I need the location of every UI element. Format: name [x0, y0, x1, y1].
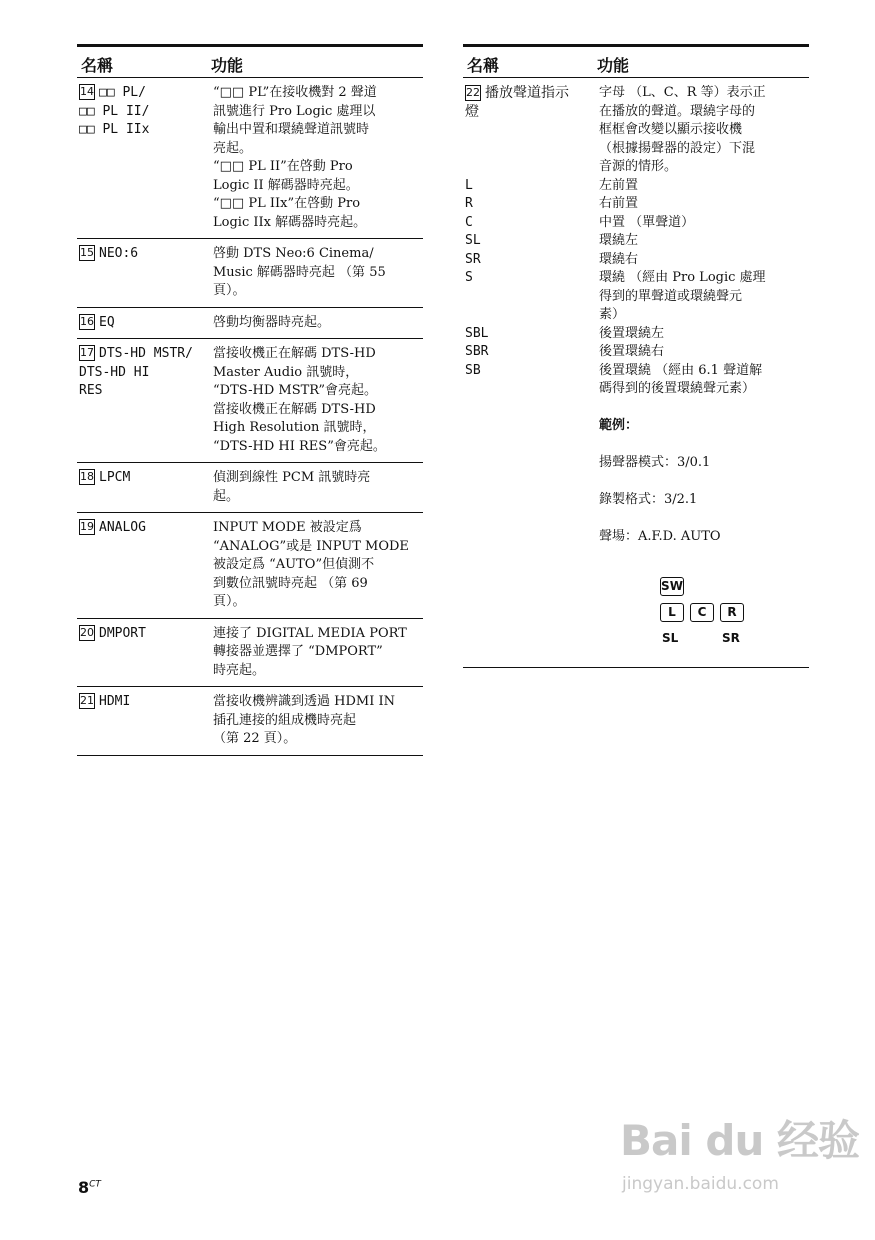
row-function: INPUT MODE 被設定爲 “ANALOG”或是 INPUT MODE 被設定爲 “AUTO”但偵測不 到數位訊號時亮起 （第 69 頁）。 [213, 520, 409, 609]
left-table [77, 44, 423, 756]
row-name-text: NEO:6 [99, 246, 139, 261]
channel-item [463, 362, 809, 399]
channel-desc: 後置環繞右 [599, 344, 665, 359]
row-function: 當接收機辨識到透過 HDMI IN 插孔連接的組成機時亮起 （第 22 頁）。 [213, 694, 395, 746]
right-table-header [463, 44, 809, 78]
spacer [463, 399, 599, 566]
left-table-header [77, 44, 423, 78]
channel-desc: 環繞左 [599, 233, 639, 248]
table-row [463, 78, 809, 668]
row-number: 19 [80, 520, 94, 533]
row-number: 22 [466, 86, 480, 99]
page-suffix: CT [89, 1179, 101, 1190]
example-content [599, 399, 809, 566]
row-function: “□□ PL”在接收機對 2 聲道 訊號進行 Pro Logic 處理以 輸出中置和環繞聲道訊號時 亮起。 “□□ PL II”在啓動 Pro Logic II 解碼器時亮起。 “□□ PL IIx”在啓動 Pro Logic IIx 解碼器時亮起。 [213, 85, 377, 230]
row-number: 20 [80, 625, 94, 639]
speaker-diagram [463, 573, 809, 657]
row-name-text: HDMI [99, 694, 131, 709]
table-row [77, 513, 423, 619]
channel-desc: 後置環繞左 [599, 325, 665, 341]
row-name [77, 84, 213, 232]
example-line: 聲場：A.F.D. AUTO [599, 529, 721, 544]
channel-desc: 左前置 [599, 177, 639, 193]
row-number: 21 [80, 694, 94, 707]
row-name-text: DTS-HD MSTR/ DTS-HD HI RES [79, 346, 193, 398]
row-function: 當接收機正在解碼 DTS-HD Master Audio 訊號時， “DTS-HD MSTR”會亮起。 當接收機正在解碼 DTS-HD High Resolution 訊號時， “DTS-HD HI RES”會亮起。 [213, 346, 386, 454]
channel-item [463, 214, 809, 233]
row-name-text: DMPORT [99, 625, 146, 641]
row-number: 16 [80, 314, 94, 328]
row-function: 啓動 DTS Neo:6 Cinema/ Music 解碼器時亮起 （第 55 頁）。 [213, 246, 386, 298]
example-label: 範例： [599, 418, 639, 433]
channel-code: S [465, 270, 473, 285]
channel-code: SL [465, 233, 481, 248]
row-function: 啓動均衡器時亮起。 [213, 314, 331, 330]
row-name [77, 469, 213, 506]
page-number [78, 1178, 101, 1197]
channel-desc: 環繞 （經由 Pro Logic 處理 得到的單聲道或環繞聲元 素） [599, 270, 766, 322]
channel-code: C [465, 214, 473, 230]
table-row [77, 687, 423, 756]
right-table [463, 44, 809, 668]
channel-item [463, 269, 809, 325]
speaker-sw: SW [660, 577, 684, 596]
watermark-url: jingyan.baidu.com [622, 1174, 779, 1194]
channel-code: R [465, 196, 473, 211]
channel-desc: 右前置 [599, 196, 639, 211]
example-line: 錄製格式：3/2.1 [599, 492, 698, 507]
channel-code: SBL [465, 325, 489, 341]
row-function: 字母 （L、C、R 等）表示正 在播放的聲道。環繞字母的 框框會改變以顯示接收機 （根據揚聲器的設定）下混 音源的情形。 [599, 85, 766, 174]
example-block [463, 399, 809, 566]
row-number: 17 [80, 346, 94, 359]
row-name-text: ANALOG [99, 520, 146, 535]
channel-desc: 環繞右 [599, 251, 639, 267]
speaker-sr: SR [722, 631, 740, 645]
row-name [77, 519, 213, 612]
channel-code: SR [465, 251, 481, 267]
row-name-text: LPCM [99, 470, 131, 485]
channel-code: SB [465, 362, 481, 378]
example-line: 揚聲器模式：3/0.1 [599, 455, 711, 470]
row-name [463, 84, 599, 177]
watermark [620, 1108, 859, 1194]
table-row [77, 463, 423, 513]
table-row [77, 239, 423, 308]
row-name [77, 693, 213, 749]
row-name [77, 245, 213, 301]
channel-item [463, 343, 809, 362]
row-name [77, 345, 213, 456]
header-name: 名稱 [81, 56, 114, 75]
channel-code: L [465, 177, 473, 193]
speaker-c: C [690, 603, 714, 622]
header-func: 功能 [597, 56, 630, 75]
header-func: 功能 [211, 56, 244, 75]
row-name-text: □□ PL/ □□ PL II/ □□ PL IIx [79, 85, 150, 137]
row-name [77, 314, 213, 333]
channel-item [463, 251, 809, 270]
watermark-brand: Bai du 经验 [620, 1116, 859, 1165]
channel-desc: 後置環繞 （經由 6.1 聲道解 碼得到的後置環繞聲元素） [599, 362, 763, 396]
row-function: 連接了 DIGITAL MEDIA PORT 轉接器並選擇了 “DMPORT” 時亮起。 [213, 625, 407, 678]
channel-item [463, 177, 809, 196]
row-number: 14 [80, 85, 94, 98]
channel-item [463, 232, 809, 251]
table-row [77, 308, 423, 340]
row-function: 偵測到線性 PCM 訊號時亮 起。 [213, 470, 371, 504]
channel-item [463, 325, 809, 344]
table-row [77, 78, 423, 239]
table-row [77, 339, 423, 463]
header-name: 名稱 [467, 56, 500, 75]
speaker-r: R [720, 603, 744, 622]
row-name-text: EQ [99, 314, 115, 330]
speaker-l: L [660, 603, 684, 622]
row-number: 15 [80, 246, 94, 259]
channel-desc: 中置 （單聲道） [599, 214, 695, 230]
row-name [77, 625, 213, 681]
page-number-value: 8 [78, 1178, 90, 1197]
row-number: 18 [80, 470, 94, 483]
channel-code: SBR [465, 344, 489, 359]
speaker-sl: SL [662, 631, 679, 645]
table-row [77, 619, 423, 688]
channel-item [463, 195, 809, 214]
row-name-text: 播放聲道指示 燈 [465, 85, 569, 120]
channel-indicator-entry [463, 84, 809, 177]
